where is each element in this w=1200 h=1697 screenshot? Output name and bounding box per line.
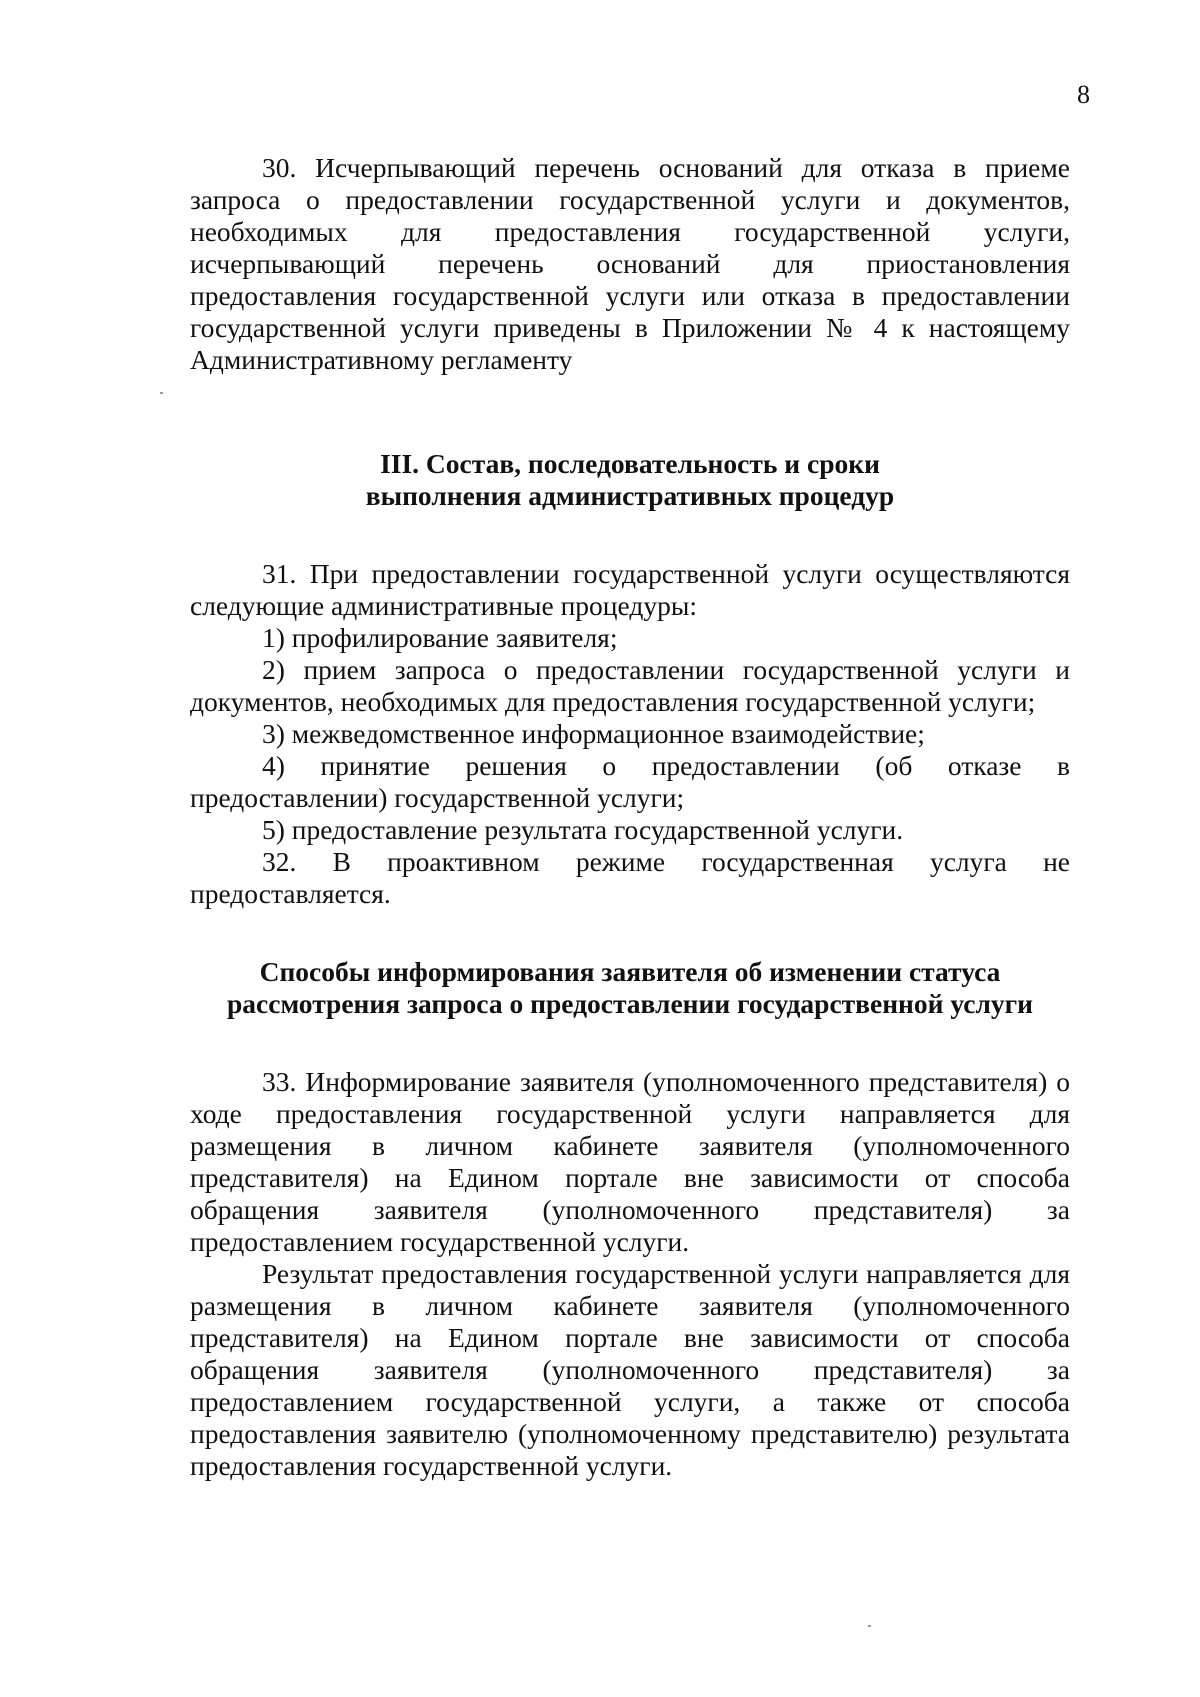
procedure-item-1: 1) профилирование заявителя; <box>262 622 618 653</box>
procedure-item-4: 4) принятие решения о предоставлении (об отказе в предоставлении) государственной услуги; <box>190 750 1070 813</box>
section-heading-3 <box>190 448 1070 512</box>
paragraph-30: 30. Исчерпывающий перечень оснований для отказа в приеме запроса о предоставлении государственной услуги и документов, необходимых для предоставления государственной услуги, исчерпывающий перечень оснований для приостановления предоставления государственной услуги или отказа в предоставлении государственной услуги приведены в Приложении № 4 к настоящему Административному регламенту <box>190 152 1070 375</box>
section-heading-informing-line-2: рассмотрения запроса о предоставлении государственной услуги <box>226 988 1033 1019</box>
procedure-item-3: 3) межведомственное информационное взаимодействие; <box>262 718 925 749</box>
section-heading-3-line-1: III. Состав, последовательность и сроки <box>380 448 880 479</box>
section-heading-informing-line-1: Способы информирования заявителя об изменении статуса <box>259 956 1001 987</box>
paragraph-result: Результат предоставления государственной услуги направляется для размещения в личном кабинете заявителя (уполномоченного представителя) на Едином портале вне зависимости от способа обращения заявителя (уполномоченного представителя) за предоставлением государственной услуги, а также от способа предоставления заявителю (уполномоченному представителю) результата предоставления государственной услуги. <box>190 1258 1070 1481</box>
document-body <box>190 152 1070 1482</box>
procedure-item-2: 2) прием запроса о предоставлении государственной услуги и документов, необходимых для предоставления государственной услуги; <box>190 654 1070 717</box>
scan-artifact-dot <box>868 1625 871 1627</box>
section-heading-informing <box>190 956 1070 1020</box>
paragraph-31: 31. При предоставлении государственной услуги осуществляются следующие административные процедуры: <box>190 558 1070 621</box>
page-number: 8 <box>1077 80 1090 109</box>
paragraph-33: 33. Информирование заявителя (уполномоченного представителя) о ходе предоставления государственной услуги направляется для размещения в личном кабинете заявителя (уполномоченного представителя) на Едином портале вне зависимости от способа обращения заявителя (уполномоченного представителя) за предоставлением государственной услуги. <box>190 1066 1070 1257</box>
paragraph-32: 32. В проактивном режиме государственная услуга не предоставляется. <box>190 846 1070 909</box>
section-heading-3-line-2: выполнения административных процедур <box>365 480 895 511</box>
procedure-item-5: 5) предоставление результата государственной услуги. <box>262 814 904 845</box>
scan-artifact-dot <box>160 392 163 394</box>
